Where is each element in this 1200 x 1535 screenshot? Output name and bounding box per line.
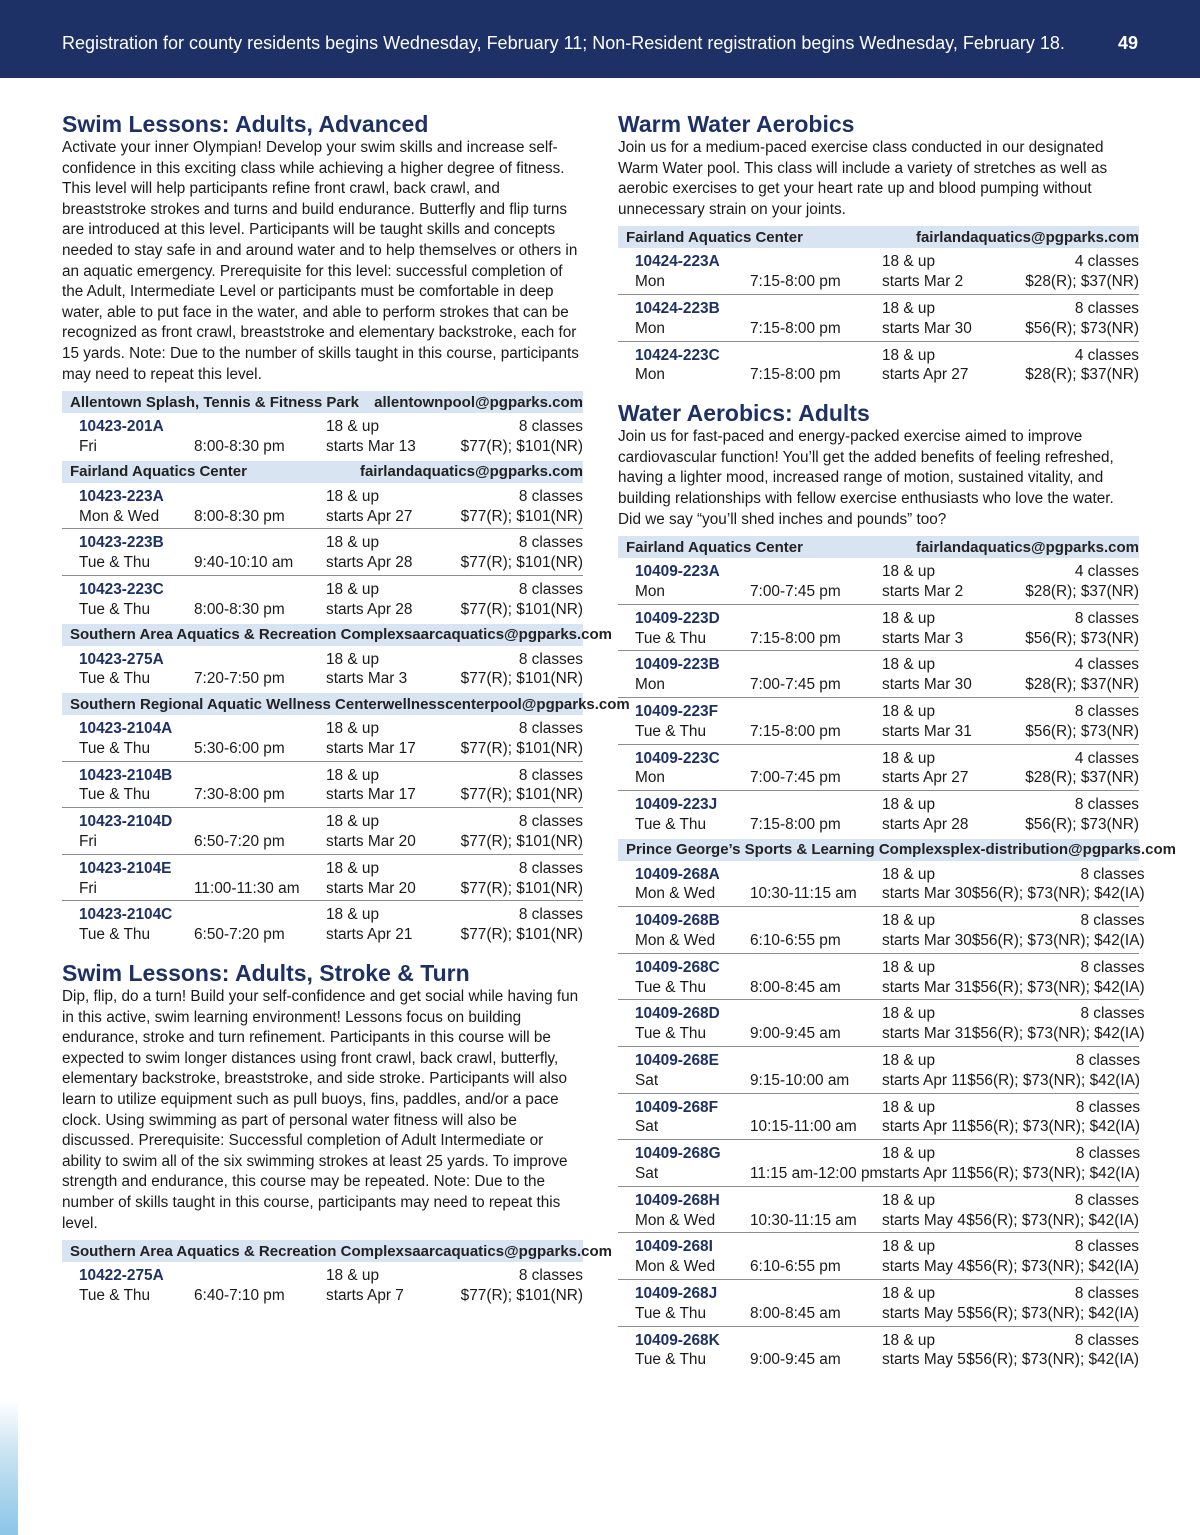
age-range: 18 & up bbox=[882, 1238, 936, 1256]
meeting-days: Mon & Wed bbox=[635, 932, 716, 950]
age-range: 18 & up bbox=[882, 865, 936, 883]
start-date: starts Mar 30 bbox=[882, 932, 972, 950]
location-name: Fairland Aquatics Center bbox=[70, 463, 247, 481]
start-date: starts Mar 17 bbox=[326, 786, 416, 804]
age-range: 18 & up bbox=[882, 749, 936, 767]
age-range: 18 & up bbox=[882, 912, 936, 930]
meeting-days: Tue & Thu bbox=[79, 926, 151, 944]
class-count: 8 classes bbox=[518, 580, 583, 598]
age-range: 18 & up bbox=[882, 1331, 936, 1349]
table-row bbox=[618, 248, 1139, 295]
fee: $28(R); $37(NR) bbox=[1025, 769, 1139, 787]
class-count: 8 classes bbox=[518, 906, 583, 924]
meeting-days: Mon bbox=[635, 769, 665, 787]
class-count: 4 classes bbox=[1074, 253, 1139, 271]
class-count: 4 classes bbox=[1074, 346, 1139, 364]
start-date: starts Mar 31 bbox=[882, 978, 972, 996]
start-date: starts Mar 30 bbox=[882, 885, 972, 903]
meeting-time: 5:30-6:00 pm bbox=[194, 739, 285, 757]
class-table bbox=[618, 248, 1139, 387]
meeting-time: 11:15 am-12:00 pm bbox=[750, 1165, 883, 1183]
fee: $56(R); $73(NR) bbox=[1025, 815, 1139, 833]
meeting-time: 6:50-7:20 pm bbox=[194, 833, 285, 851]
location-email[interactable]: fairlandaquatics@pgparks.com bbox=[915, 228, 1139, 246]
age-range: 18 & up bbox=[882, 796, 936, 814]
course-code: 10409-223A bbox=[635, 563, 720, 581]
meeting-time: 6:10-6:55 pm bbox=[750, 932, 841, 950]
table-row bbox=[62, 529, 583, 576]
table-row bbox=[62, 715, 583, 762]
course-code: 10423-223C bbox=[79, 580, 164, 598]
table-row bbox=[618, 1047, 1139, 1094]
start-date: starts May 5 bbox=[882, 1351, 966, 1369]
meeting-time: 9:00-9:45 am bbox=[750, 1351, 841, 1369]
class-count: 8 classes bbox=[518, 813, 583, 831]
registration-notice: Registration for county residents begins Wednesday, February 11; Non-Resident registration begins Wednesday, February 18. bbox=[62, 33, 1065, 53]
start-date: starts Mar 31 bbox=[882, 1025, 972, 1043]
class-table bbox=[618, 558, 1139, 837]
location-email[interactable]: wellnesscenterpool@pgparks.com bbox=[382, 695, 630, 713]
meeting-days: Tue & Thu bbox=[635, 1025, 707, 1043]
meeting-days: Mon bbox=[635, 366, 665, 384]
meeting-time: 9:00-9:45 am bbox=[750, 1025, 841, 1043]
start-date: starts Mar 3 bbox=[326, 670, 408, 688]
age-range: 18 & up bbox=[882, 1191, 936, 1209]
course-code: 10423-2104E bbox=[79, 859, 172, 877]
start-date: starts Apr 28 bbox=[882, 815, 969, 833]
location-email[interactable]: fairlandaquatics@pgparks.com bbox=[359, 463, 583, 481]
location-name: Allentown Splash, Tennis & Fitness Park bbox=[70, 393, 359, 411]
section-description: Join us for a medium-paced exercise class conducted in our designated Warm Water pool. This class will include a variety of stretches as well as aerobic exercises to get your heart rate up and blood pumping without unnecessary strain on your joints. bbox=[618, 139, 1108, 218]
age-range: 18 & up bbox=[326, 766, 380, 784]
course-code: 10424-223C bbox=[635, 346, 720, 364]
meeting-days: Mon bbox=[635, 319, 665, 337]
program-section bbox=[618, 399, 1177, 1372]
class-count: 8 classes bbox=[518, 766, 583, 784]
meeting-time: 8:00-8:45 am bbox=[750, 978, 841, 996]
meeting-days: Tue & Thu bbox=[79, 670, 151, 688]
course-code: 10409-223C bbox=[635, 749, 720, 767]
meeting-time: 7:30-8:00 pm bbox=[194, 786, 285, 804]
fee: $77(R); $101(NR) bbox=[460, 600, 583, 618]
class-count: 4 classes bbox=[1074, 749, 1139, 767]
table-row bbox=[618, 1187, 1139, 1234]
age-range: 18 & up bbox=[882, 702, 936, 720]
class-count: 8 classes bbox=[1074, 1191, 1139, 1209]
course-code: 10409-223B bbox=[635, 656, 720, 674]
start-date: starts Mar 20 bbox=[326, 879, 416, 897]
course-code: 10409-268I bbox=[635, 1238, 713, 1256]
age-range: 18 & up bbox=[326, 487, 380, 505]
table-row bbox=[62, 762, 583, 809]
class-count: 8 classes bbox=[518, 859, 583, 877]
class-table bbox=[618, 861, 1145, 1373]
table-row bbox=[618, 791, 1139, 837]
course-code: 10423-2104C bbox=[79, 906, 173, 924]
location-name: Southern Area Aquatics & Recreation Complex bbox=[70, 1242, 404, 1260]
fee: $28(R); $37(NR) bbox=[1025, 676, 1139, 694]
table-row bbox=[618, 1280, 1139, 1327]
table-row bbox=[618, 558, 1139, 605]
meeting-time: 10:30-11:15 am bbox=[750, 1211, 857, 1229]
class-count: 8 classes bbox=[1074, 702, 1139, 720]
class-count: 8 classes bbox=[1074, 796, 1139, 814]
fee: $77(R); $101(NR) bbox=[460, 786, 583, 804]
course-code: 10409-268C bbox=[635, 958, 720, 976]
table-row bbox=[618, 1000, 1145, 1047]
class-count: 8 classes bbox=[1080, 865, 1145, 883]
start-date: starts May 4 bbox=[882, 1258, 966, 1276]
meeting-time: 7:00-7:45 pm bbox=[750, 676, 841, 694]
meeting-days: Tue & Thu bbox=[635, 978, 707, 996]
meeting-days: Tue & Thu bbox=[635, 815, 707, 833]
right-column bbox=[618, 108, 1177, 1372]
age-range: 18 & up bbox=[882, 1052, 936, 1070]
section-title: Swim Lessons: Adults, Stroke & Turn bbox=[62, 960, 470, 987]
table-row bbox=[618, 1327, 1139, 1373]
table-row bbox=[618, 1140, 1139, 1187]
location-email[interactable]: saarcaquatics@pgparks.com bbox=[403, 1242, 613, 1260]
table-row bbox=[618, 1233, 1139, 1280]
decorative-water-strip bbox=[0, 1400, 18, 1535]
age-range: 18 & up bbox=[882, 1098, 936, 1116]
meeting-time: 6:10-6:55 pm bbox=[750, 1258, 841, 1276]
age-range: 18 & up bbox=[882, 1005, 936, 1023]
table-row bbox=[618, 605, 1139, 652]
course-code: 10423-2104D bbox=[79, 813, 173, 831]
class-count: 8 classes bbox=[1080, 958, 1145, 976]
location-email[interactable]: allentownpool@pgparks.com bbox=[374, 393, 583, 411]
age-range: 18 & up bbox=[882, 1285, 936, 1303]
table-row bbox=[62, 646, 583, 692]
location-header bbox=[62, 391, 583, 413]
program-section bbox=[62, 110, 630, 947]
table-row bbox=[618, 651, 1139, 698]
start-date: starts Apr 27 bbox=[882, 366, 969, 384]
left-column bbox=[62, 108, 630, 1308]
fee: $56(R); $73(NR); $42(IA) bbox=[967, 1165, 1141, 1183]
section-description: Dip, flip, do a turn! Build your self-confidence and get social while having fun in this active, swim learning environment! Lessons focus on building endurance, stroke and turn refinement. Participants in this course will be expected to swim longer distances using front crawl, back crawl, butterfly, elementary backstroke, breaststroke, and side stroke. Participants will also learn to utilize equipment such as pull buoys, fins, paddles, and/or a pace clock. Using swimming as part of personal water fitness will also be discussed. Prerequisite: Successful completion of Adult Intermediate or ability to swim all of the six swimming strokes at least 25 yards. To improve strength and endurance, this course may be repeated. Note: Due to the number of skills taught in this course, participants may need to repeat this level. bbox=[62, 988, 579, 1232]
start-date: starts Apr 11 bbox=[882, 1118, 968, 1136]
course-code: 10409-223J bbox=[635, 796, 718, 814]
start-date: starts Mar 30 bbox=[882, 676, 972, 694]
meeting-days: Tue & Thu bbox=[635, 1351, 707, 1369]
course-code: 10409-268D bbox=[635, 1005, 720, 1023]
meeting-time: 7:20-7:50 pm bbox=[194, 670, 285, 688]
start-date: starts May 5 bbox=[882, 1304, 966, 1322]
table-row bbox=[618, 1094, 1139, 1141]
fee: $56(R); $73(NR) bbox=[1025, 722, 1139, 740]
age-range: 18 & up bbox=[326, 720, 380, 738]
start-date: starts Apr 27 bbox=[882, 769, 969, 787]
class-count: 8 classes bbox=[1080, 1005, 1145, 1023]
meeting-days: Tue & Thu bbox=[79, 1286, 151, 1304]
start-date: starts Apr 28 bbox=[326, 600, 413, 618]
meeting-days: Tue & Thu bbox=[79, 786, 151, 804]
fee: $77(R); $101(NR) bbox=[460, 833, 583, 851]
location-email[interactable]: saarcaquatics@pgparks.com bbox=[403, 626, 613, 643]
table-row bbox=[618, 745, 1139, 792]
meeting-days: Tue & Thu bbox=[635, 1304, 707, 1322]
fee: $56(R); $73(NR); $42(IA) bbox=[967, 1071, 1141, 1089]
fee: $77(R); $101(NR) bbox=[460, 1286, 583, 1304]
class-count: 8 classes bbox=[518, 534, 583, 552]
fee: $56(R); $73(NR); $42(IA) bbox=[971, 1025, 1145, 1043]
start-date: starts Mar 20 bbox=[326, 833, 416, 851]
table-row bbox=[618, 907, 1145, 954]
meeting-time: 9:40-10:10 am bbox=[194, 554, 294, 572]
age-range: 18 & up bbox=[882, 346, 936, 364]
location-header bbox=[618, 226, 1139, 248]
table-row bbox=[62, 808, 583, 855]
start-date: starts Apr 11 bbox=[882, 1071, 968, 1089]
age-range: 18 & up bbox=[882, 299, 936, 317]
age-range: 18 & up bbox=[326, 534, 380, 552]
meeting-time: 8:00-8:30 pm bbox=[194, 507, 285, 525]
class-table bbox=[62, 1262, 583, 1308]
fee: $28(R); $37(NR) bbox=[1025, 273, 1139, 291]
meeting-days: Mon & Wed bbox=[635, 1258, 716, 1276]
meeting-days: Tue & Thu bbox=[635, 722, 707, 740]
location-email[interactable]: splex-distribution@pgparks.com bbox=[942, 841, 1177, 859]
class-count: 8 classes bbox=[518, 720, 583, 738]
age-range: 18 & up bbox=[326, 906, 380, 924]
location-name: Southern Regional Aquatic Wellness Center bbox=[70, 695, 383, 713]
meeting-days: Tue & Thu bbox=[79, 739, 151, 757]
meeting-days: Mon bbox=[635, 676, 665, 694]
location-header bbox=[62, 1240, 613, 1262]
location-name: Fairland Aquatics Center bbox=[626, 228, 803, 246]
section-title: Swim Lessons: Adults, Advanced bbox=[62, 111, 429, 137]
age-range: 18 & up bbox=[326, 859, 380, 877]
class-count: 8 classes bbox=[1074, 1331, 1139, 1349]
meeting-time: 9:15-10:00 am bbox=[750, 1071, 850, 1089]
fee: $56(R); $73(NR); $42(IA) bbox=[971, 978, 1145, 996]
meeting-time: 11:00-11:30 am bbox=[194, 879, 300, 897]
section-description: Join us for fast-paced and energy-packed exercise aimed to improve cardiovascular function! You’ll get the added benefits of feeling refreshed, having a lighter mood, increased range of motion, sustained vitality, and building relationships with fellow exercise enthusiasts who love the water. Did we say “you’ll shed inches and pounds” too? bbox=[618, 428, 1114, 528]
course-code: 10422-275A bbox=[79, 1267, 164, 1285]
meeting-days: Tue & Thu bbox=[79, 554, 151, 572]
class-count: 8 classes bbox=[1075, 1098, 1141, 1116]
course-code: 10409-223D bbox=[635, 609, 720, 627]
class-count: 8 classes bbox=[1074, 1285, 1139, 1303]
course-code: 10409-268B bbox=[635, 912, 720, 930]
header-bar bbox=[0, 0, 1200, 78]
class-count: 8 classes bbox=[518, 1267, 583, 1285]
course-code: 10424-223B bbox=[635, 299, 720, 317]
meeting-days: Mon & Wed bbox=[635, 1211, 716, 1229]
fee: $56(R); $73(NR); $42(IA) bbox=[966, 1304, 1139, 1322]
table-row bbox=[618, 342, 1139, 388]
meeting-time: 8:00-8:30 pm bbox=[194, 437, 285, 455]
meeting-time: 8:00-8:30 pm bbox=[194, 600, 285, 618]
meeting-time: 6:50-7:20 pm bbox=[194, 926, 285, 944]
meeting-days: Tue & Thu bbox=[79, 600, 151, 618]
course-code: 10409-268F bbox=[635, 1098, 719, 1116]
table-row bbox=[62, 901, 583, 947]
fee: $56(R); $73(NR); $42(IA) bbox=[966, 1211, 1139, 1229]
section-title: Warm Water Aerobics bbox=[618, 111, 855, 137]
start-date: starts Apr 28 bbox=[326, 554, 413, 572]
location-header bbox=[618, 536, 1139, 558]
meeting-days: Fri bbox=[79, 833, 97, 851]
meeting-time: 7:15-8:00 pm bbox=[750, 273, 841, 291]
course-code: 10409-223F bbox=[635, 702, 719, 720]
meeting-days: Fri bbox=[79, 879, 97, 897]
class-count: 8 classes bbox=[1080, 912, 1145, 930]
fee: $28(R); $37(NR) bbox=[1025, 582, 1139, 600]
class-count: 8 classes bbox=[1074, 1238, 1139, 1256]
fee: $56(R); $73(NR); $42(IA) bbox=[967, 1118, 1141, 1136]
class-count: 8 classes bbox=[518, 418, 583, 436]
course-code: 10423-2104A bbox=[79, 720, 173, 738]
section-title: Water Aerobics: Adults bbox=[618, 400, 870, 427]
age-range: 18 & up bbox=[882, 958, 936, 976]
start-date: starts Mar 2 bbox=[882, 582, 964, 600]
start-date: starts Mar 3 bbox=[882, 629, 964, 647]
start-date: starts Apr 21 bbox=[326, 926, 413, 944]
program-section bbox=[62, 959, 613, 1308]
location-email[interactable]: fairlandaquatics@pgparks.com bbox=[915, 538, 1139, 556]
table-row bbox=[62, 413, 583, 459]
age-range: 18 & up bbox=[882, 253, 936, 271]
meeting-time: 7:00-7:45 pm bbox=[750, 582, 841, 600]
course-code: 10423-275A bbox=[79, 650, 164, 668]
fee: $28(R); $37(NR) bbox=[1025, 366, 1139, 384]
course-code: 10409-268J bbox=[635, 1285, 718, 1303]
meeting-days: Mon bbox=[635, 273, 665, 291]
location-header bbox=[62, 693, 630, 715]
table-row bbox=[618, 295, 1139, 342]
class-table bbox=[62, 715, 583, 947]
class-count: 8 classes bbox=[1074, 609, 1139, 627]
fee: $77(R); $101(NR) bbox=[460, 926, 583, 944]
start-date: starts Mar 2 bbox=[882, 273, 964, 291]
location-header bbox=[62, 461, 583, 483]
class-table bbox=[62, 413, 583, 459]
section-description: Activate your inner Olympian! Develop your swim skills and increase self-confidence in this exciting class while achieving a higher degree of fitness. This level will help participants refine front crawl, back crawl, and breaststroke strokes and turns and build endurance. Butterfly and flip turns are introduced at this level. Participants will be taught skills and concepts needed to stay safe in and around water and to help themselves or others in an aquatic emergency. Prerequisite for this level: successful completion of the Adult, Intermediate Level or participants must be comfortable in deep water, able to put face in the water, and able to perform strokes that can be recognized as front crawl, breaststroke and elementary backstroke, each for 15 yards. Note: Due to the number of skills taught in this course, participants may need to repeat this level. bbox=[62, 139, 579, 383]
location-name: Southern Area Aquatics & Recreation Complex bbox=[70, 626, 404, 643]
meeting-time: 7:15-8:00 pm bbox=[750, 815, 841, 833]
table-row bbox=[618, 698, 1139, 745]
class-count: 8 classes bbox=[518, 487, 583, 505]
meeting-days: Sat bbox=[635, 1165, 659, 1183]
location-header bbox=[618, 839, 1177, 861]
age-range: 18 & up bbox=[326, 418, 380, 436]
class-table bbox=[62, 646, 583, 692]
course-code: 10423-2104B bbox=[79, 766, 173, 784]
table-row bbox=[618, 954, 1145, 1001]
meeting-time: 7:15-8:00 pm bbox=[750, 722, 841, 740]
start-date: starts May 4 bbox=[882, 1211, 966, 1229]
course-code: 10409-268H bbox=[635, 1191, 720, 1209]
table-row bbox=[62, 855, 583, 902]
class-count: 8 classes bbox=[518, 650, 583, 668]
start-date: starts Mar 13 bbox=[326, 437, 416, 455]
meeting-time: 7:15-8:00 pm bbox=[750, 366, 841, 384]
course-code: 10423-201A bbox=[79, 418, 164, 436]
meeting-time: 8:00-8:45 am bbox=[750, 1304, 841, 1322]
fee: $56(R); $73(NR); $42(IA) bbox=[966, 1351, 1139, 1369]
start-date: starts Apr 27 bbox=[326, 507, 413, 525]
course-code: 10409-268K bbox=[635, 1331, 720, 1349]
fee: $77(R); $101(NR) bbox=[460, 554, 583, 572]
meeting-days: Sat bbox=[635, 1118, 659, 1136]
class-count: 4 classes bbox=[1074, 563, 1139, 581]
meeting-time: 10:15-11:00 am bbox=[750, 1118, 857, 1136]
fee: $56(R); $73(NR); $42(IA) bbox=[966, 1258, 1139, 1276]
meeting-time: 10:30-11:15 am bbox=[750, 885, 857, 903]
class-table bbox=[62, 483, 583, 622]
location-name: Fairland Aquatics Center bbox=[626, 538, 803, 556]
meeting-days: Fri bbox=[79, 437, 97, 455]
age-range: 18 & up bbox=[882, 609, 936, 627]
start-date: starts Mar 17 bbox=[326, 739, 416, 757]
fee: $56(R); $73(NR) bbox=[1025, 319, 1139, 337]
fee: $77(R); $101(NR) bbox=[460, 739, 583, 757]
age-range: 18 & up bbox=[326, 813, 380, 831]
meeting-days: Mon bbox=[635, 582, 665, 600]
course-code: 10409-268E bbox=[635, 1052, 719, 1070]
course-code: 10409-268A bbox=[635, 865, 720, 883]
course-code: 10409-268G bbox=[635, 1145, 721, 1163]
table-row bbox=[62, 1262, 583, 1308]
age-range: 18 & up bbox=[882, 1145, 936, 1163]
location-name: Prince George’s Sports & Learning Complex bbox=[626, 841, 943, 859]
start-date: starts Mar 31 bbox=[882, 722, 972, 740]
fee: $77(R); $101(NR) bbox=[460, 670, 583, 688]
start-date: starts Mar 30 bbox=[882, 319, 972, 337]
age-range: 18 & up bbox=[326, 650, 380, 668]
location-header bbox=[62, 624, 613, 646]
fee: $56(R); $73(NR); $42(IA) bbox=[971, 885, 1145, 903]
meeting-time: 7:15-8:00 pm bbox=[750, 629, 841, 647]
meeting-days: Tue & Thu bbox=[635, 629, 707, 647]
age-range: 18 & up bbox=[326, 580, 380, 598]
page-number: 49 bbox=[1118, 33, 1139, 53]
table-row bbox=[618, 861, 1145, 908]
table-row bbox=[62, 576, 583, 622]
course-code: 10423-223A bbox=[79, 487, 164, 505]
course-code: 10424-223A bbox=[635, 253, 720, 271]
fee: $77(R); $101(NR) bbox=[460, 507, 583, 525]
class-count: 4 classes bbox=[1074, 656, 1139, 674]
class-count: 8 classes bbox=[1075, 1145, 1141, 1163]
meeting-time: 6:40-7:10 pm bbox=[194, 1286, 285, 1304]
class-count: 8 classes bbox=[1075, 1052, 1141, 1070]
fee: $77(R); $101(NR) bbox=[460, 437, 583, 455]
course-code: 10423-223B bbox=[79, 534, 164, 552]
meeting-days: Mon & Wed bbox=[635, 885, 716, 903]
start-date: starts Apr 11 bbox=[882, 1165, 968, 1183]
fee: $77(R); $101(NR) bbox=[460, 879, 583, 897]
table-row bbox=[62, 483, 583, 530]
age-range: 18 & up bbox=[326, 1267, 380, 1285]
age-range: 18 & up bbox=[882, 563, 936, 581]
start-date: starts Apr 7 bbox=[326, 1286, 404, 1304]
meeting-days: Mon & Wed bbox=[79, 507, 160, 525]
meeting-days: Sat bbox=[635, 1071, 659, 1089]
meeting-time: 7:00-7:45 pm bbox=[750, 769, 841, 787]
class-count: 8 classes bbox=[1074, 299, 1139, 317]
program-section bbox=[618, 110, 1139, 387]
fee: $56(R); $73(NR); $42(IA) bbox=[971, 932, 1145, 950]
age-range: 18 & up bbox=[882, 656, 936, 674]
fee: $56(R); $73(NR) bbox=[1025, 629, 1139, 647]
meeting-time: 7:15-8:00 pm bbox=[750, 319, 841, 337]
